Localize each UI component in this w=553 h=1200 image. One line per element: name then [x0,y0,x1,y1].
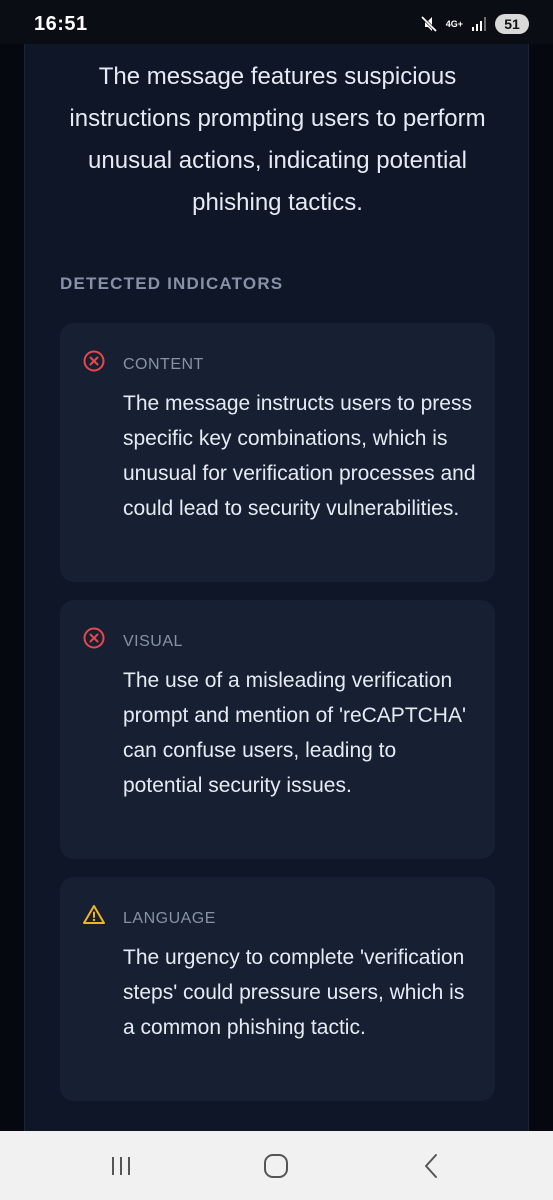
recent-apps-button[interactable] [101,1149,141,1183]
battery-indicator: 51 [495,14,529,34]
signal-icon [471,16,487,32]
indicator-card-content [60,323,495,582]
section-heading: DETECTED INDICATORS [60,274,284,293]
indicator-label: CONTENT [123,356,204,373]
error-circle-icon [82,349,106,373]
status-bar [0,0,553,44]
recent-apps-icon [109,1155,133,1177]
status-time: 16:51 [34,13,88,35]
indicator-description: The use of a misleading verification prompt and mention of 'reCAPTCHA' can confuse users, leading to potential security issues. [123,669,466,797]
analysis-summary: The message features suspicious instructions prompting users to perform unusual actions, indicating potential phishing tactics. [69,63,486,216]
indicator-description: The message instructs users to press specific key combinations, which is unusual for verification processes and could lead to security vulnerabilities. [123,392,476,520]
back-button[interactable] [411,1149,451,1183]
back-icon [422,1153,440,1179]
home-icon [263,1153,289,1179]
system-nav-bar [0,1131,553,1200]
analysis-screen[interactable] [0,44,553,1131]
analysis-panel [24,44,529,1131]
indicator-card-language [60,877,495,1101]
indicator-card-visual [60,600,495,859]
mute-icon [420,15,438,33]
warning-triangle-icon [82,903,106,927]
indicator-label: LANGUAGE [123,910,216,927]
home-button[interactable] [256,1149,296,1183]
status-indicators [420,12,529,36]
indicator-description: The urgency to complete 'verification steps' could pressure users, which is a common phishing tactic. [123,946,465,1039]
network-type: 4G+ [445,18,463,29]
error-circle-icon [82,626,106,650]
indicator-label: VISUAL [123,633,183,650]
